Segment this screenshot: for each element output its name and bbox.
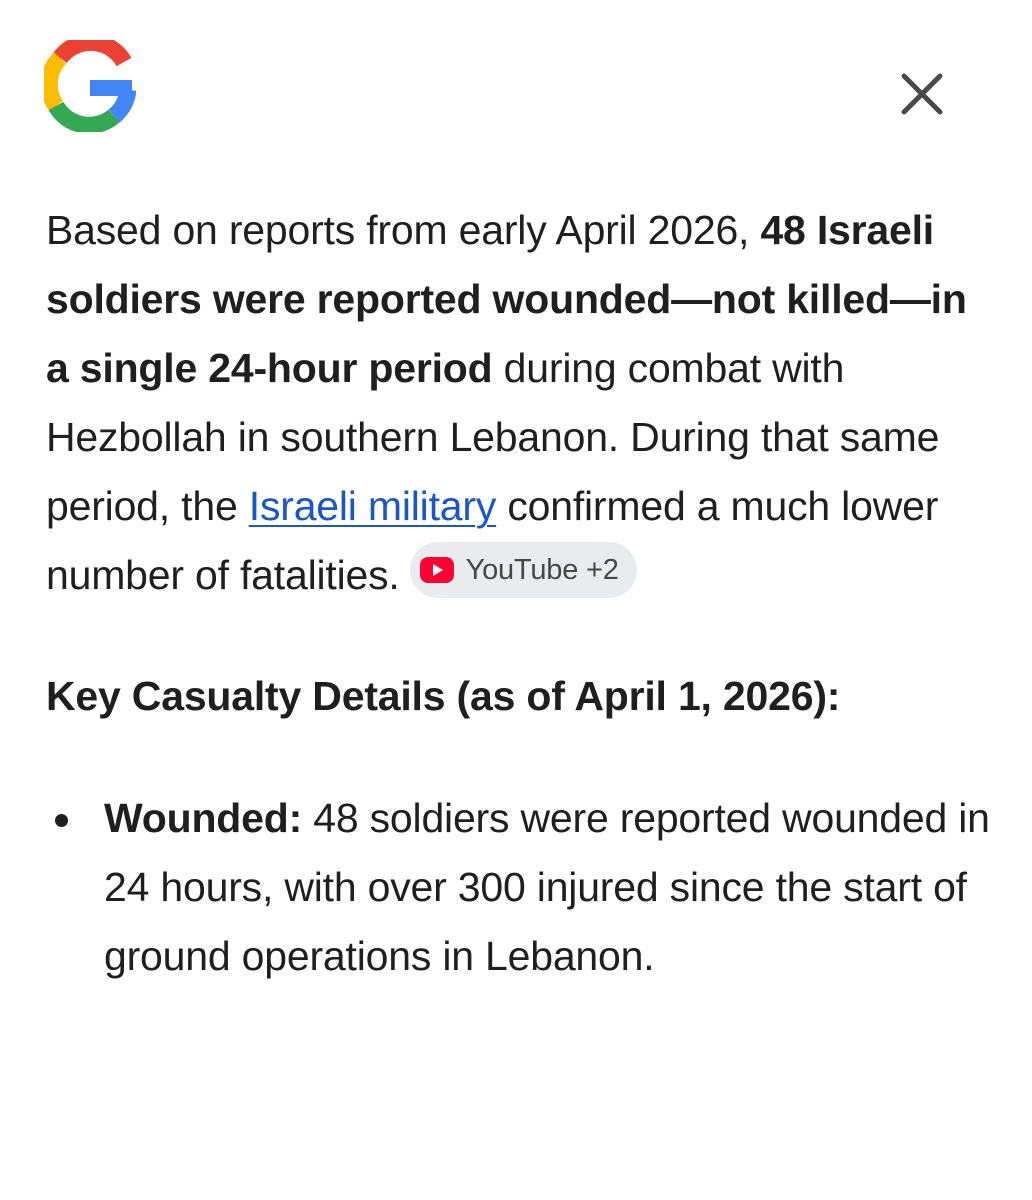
- casualty-list: [46, 784, 996, 991]
- answer-content: [46, 196, 996, 991]
- intro-bold-summary: 48 Israeli soldiers were reported wounded—not killed—in a single 24-hour period: [46, 207, 967, 391]
- close-icon: [898, 70, 946, 118]
- source-chip-label: YouTube +2: [465, 554, 619, 586]
- close-button[interactable]: [882, 54, 962, 134]
- source-chip[interactable]: [410, 542, 637, 598]
- list-item: [46, 784, 996, 991]
- answer-header: [0, 0, 1032, 180]
- intro-text-1: Based on reports from early April 2026,: [46, 207, 761, 253]
- israeli-military-link[interactable]: Israeli military: [248, 483, 497, 529]
- intro-paragraph: [46, 196, 996, 610]
- intro-text-2: during combat with Hezbollah in southern Lebanon. During that same period, the: [46, 345, 940, 529]
- bullet-dot: [55, 814, 68, 827]
- bullet-label: Wounded:: [104, 795, 303, 841]
- intro-text-3: confirmed a much lower number of fatalities.: [46, 483, 939, 598]
- google-g-icon: [44, 40, 136, 132]
- section-heading: Key Casualty Details (as of April 1, 2026):: [46, 673, 841, 719]
- bullet-text: 48 soldiers were reported wounded in 24 hours, with over 300 injured since the start of ground operations in Lebanon.: [104, 795, 990, 979]
- youtube-icon: [420, 557, 454, 583]
